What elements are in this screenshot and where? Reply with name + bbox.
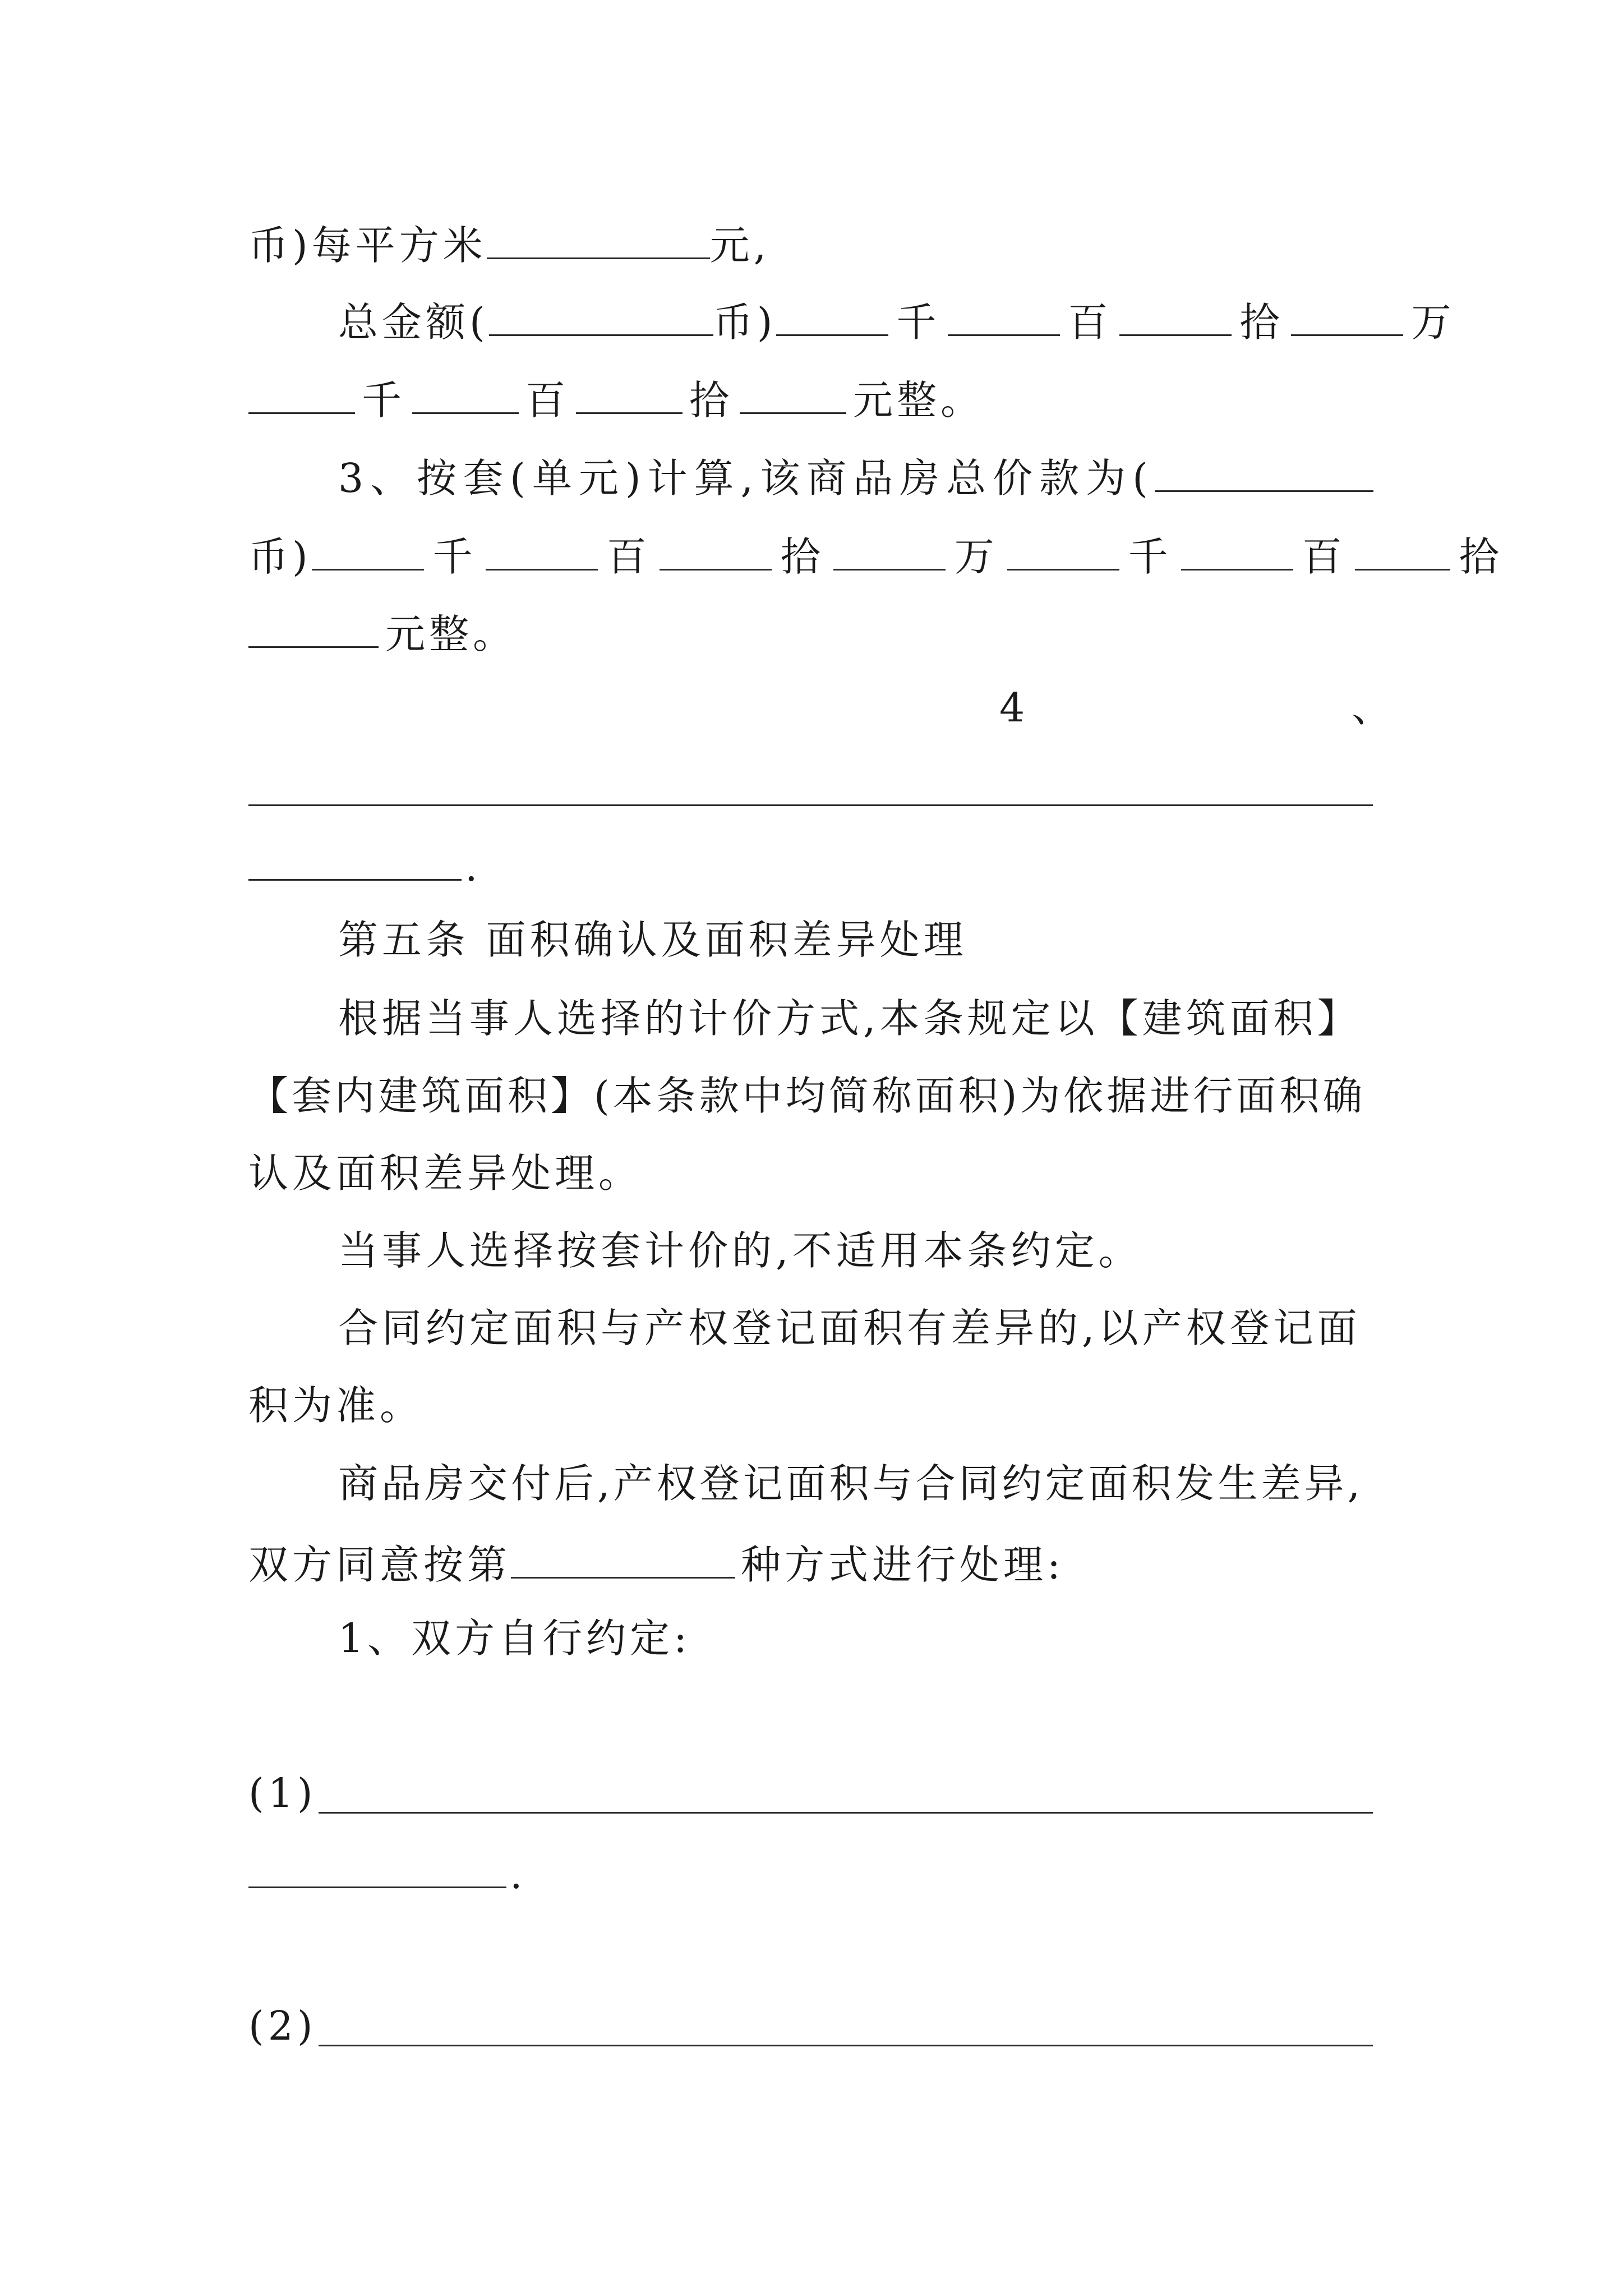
blank-field[interactable]: [312, 533, 424, 570]
text-segment: 千: [896, 299, 940, 346]
text-segment: 总金额(: [338, 299, 489, 346]
total-amount-line: [338, 298, 1463, 346]
paragraph-line: 1、双方自行约定:: [338, 1615, 691, 1662]
blank-field[interactable]: [248, 610, 379, 648]
text-segment: .: [510, 1851, 527, 1898]
text-segment: 币): [248, 533, 312, 580]
text-segment: 元整。: [385, 611, 517, 657]
blank-field[interactable]: [248, 804, 1373, 806]
per-unit-price-line-cont: [248, 533, 1503, 580]
blank-field[interactable]: [776, 298, 888, 336]
blank-field[interactable]: [1007, 533, 1119, 570]
blank-field[interactable]: [319, 1812, 1373, 1814]
handling-method-line: [248, 1541, 1064, 1588]
paragraph-line: 根据当事人选择的计价方式,本条规定以【建筑面积】: [338, 995, 1361, 1042]
per-unit-price-line: [338, 454, 1373, 501]
text-segment: 万: [954, 533, 998, 580]
text-segment: 双方同意按第: [248, 1542, 511, 1588]
text-segment: 币)每平方米: [248, 222, 487, 269]
price-per-sqm-line: [248, 222, 771, 269]
blank-field[interactable]: [948, 298, 1060, 336]
blank-field[interactable]: [487, 222, 710, 259]
blank-field[interactable]: [576, 376, 683, 414]
paragraph-line: 积为准。: [248, 1382, 424, 1429]
blank-field[interactable]: [1181, 533, 1293, 570]
total-amount-line-cont: [248, 376, 985, 424]
text-segment: 种方式进行处理:: [741, 1542, 1064, 1588]
blank-field[interactable]: [412, 376, 519, 414]
article-5-heading: 第五条 面积确认及面积差异处理: [338, 917, 967, 963]
item-4-number: 4: [999, 684, 1029, 731]
clause-2-label: (2): [248, 2003, 317, 2049]
text-segment: 千: [1128, 533, 1172, 580]
item-4-separator: 、: [1352, 684, 1396, 731]
blank-field[interactable]: [486, 533, 598, 570]
text-segment: 3、按套(单元)计算,该商品房总价款为(: [338, 455, 1155, 501]
blank-field[interactable]: [1155, 454, 1373, 492]
text-segment: 拾: [1239, 299, 1284, 346]
per-unit-price-line-end: [248, 610, 517, 657]
text-segment: 万: [1411, 299, 1455, 346]
blank-field[interactable]: [833, 533, 946, 570]
text-segment: 拾: [1459, 533, 1503, 580]
paragraph-line: 合同约定面积与产权登记面积有差异的,以产权登记面: [338, 1305, 1361, 1351]
text-segment: 拾: [780, 533, 824, 580]
paragraph-line: 商品房交付后,产权登记面积与合同约定面积发生差异,: [338, 1460, 1364, 1507]
text-segment: 拾: [689, 377, 734, 424]
paragraph-line: 【套内建筑面积】(本条款中均简称面积)为依据进行面积确: [248, 1073, 1366, 1119]
blank-field[interactable]: [1291, 298, 1403, 336]
text-segment: 百: [606, 533, 651, 580]
item-4-end: [248, 843, 482, 890]
blank-field[interactable]: [248, 1851, 506, 1888]
blank-field[interactable]: [489, 298, 713, 336]
text-segment: 百: [1302, 533, 1346, 580]
clause-1-label: (1): [248, 1770, 317, 1816]
text-segment: 元,: [709, 222, 771, 269]
text-segment: 百: [525, 377, 570, 424]
text-segment: .: [465, 844, 482, 890]
blank-field[interactable]: [660, 533, 772, 570]
blank-field[interactable]: [1119, 298, 1232, 336]
text-segment: 百: [1068, 299, 1112, 346]
text-segment: 元整。: [853, 377, 985, 424]
blank-field[interactable]: [248, 376, 355, 414]
text-segment: 千: [432, 533, 477, 580]
paragraph-line: 认及面积差异处理。: [248, 1150, 643, 1197]
text-segment: 千: [362, 377, 406, 424]
clause-1-end: [248, 1851, 527, 1898]
blank-field[interactable]: [511, 1541, 735, 1579]
paragraph-line: 当事人选择按套计价的,不适用本条约定。: [338, 1227, 1142, 1274]
text-segment: 币): [713, 299, 777, 346]
blank-field[interactable]: [1355, 533, 1450, 570]
blank-field[interactable]: [248, 843, 462, 881]
blank-field[interactable]: [740, 376, 846, 414]
blank-field[interactable]: [319, 2045, 1373, 2046]
